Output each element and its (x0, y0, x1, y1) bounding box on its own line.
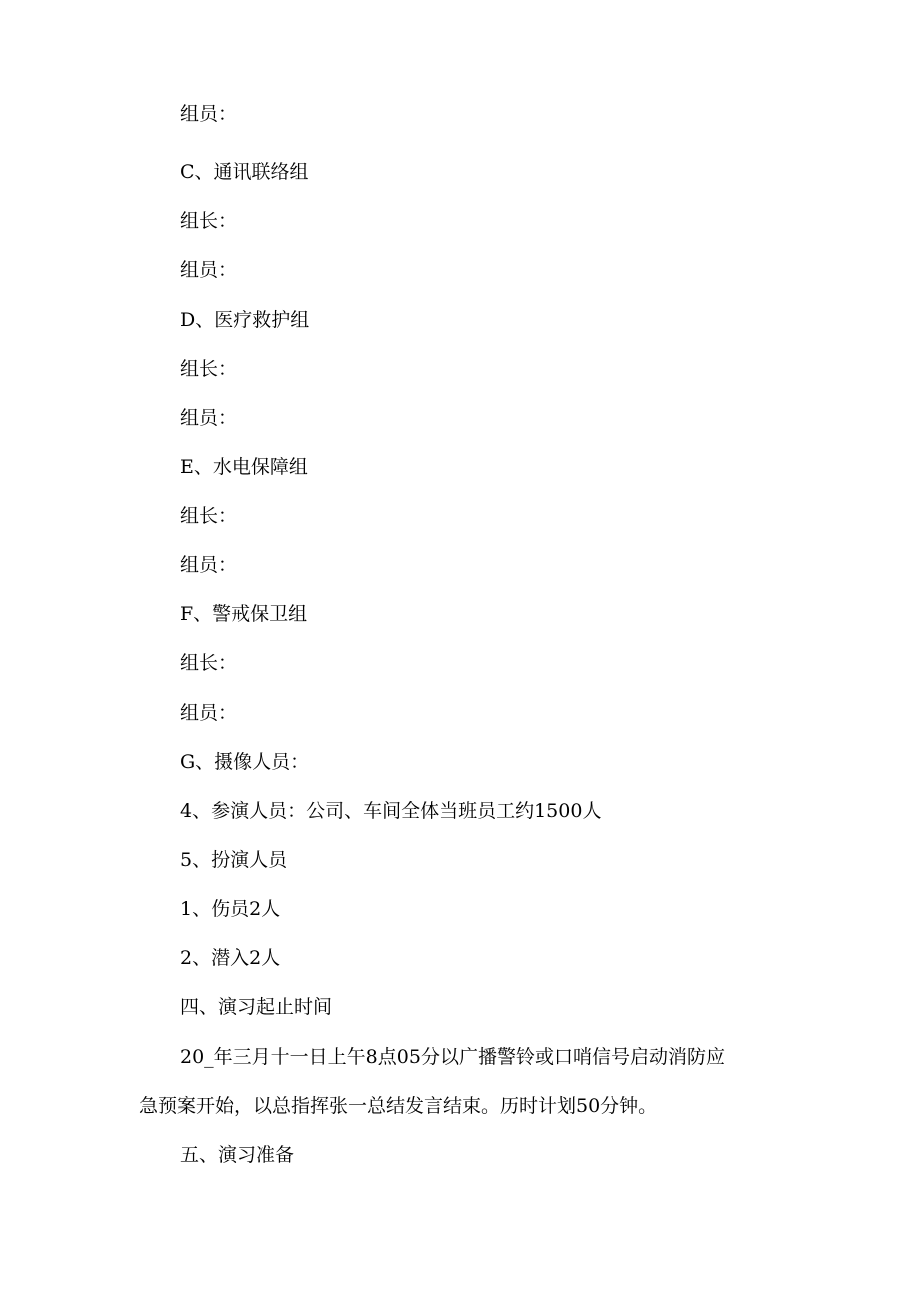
group-c-members: 组员： (180, 259, 238, 281)
schedule-paragraph-line-2: 急预案开始，以总指挥张一总结发言结束。历时计划50分钟。 (139, 1095, 658, 1117)
section-five-heading: 五、演习准备 (180, 1144, 295, 1166)
members-label-b: 组员： (180, 103, 238, 125)
actors-intruders: 2、潜入2人 (180, 947, 281, 969)
group-f-leader: 组长： (180, 652, 238, 674)
group-c-heading: C、通讯联络组 (180, 161, 309, 183)
group-g-camera-staff: G、摄像人员： (180, 751, 310, 773)
group-d-members: 组员： (180, 407, 238, 429)
group-f-members: 组员： (180, 702, 238, 724)
group-c-leader: 组长： (180, 210, 238, 232)
actors-heading: 5、扮演人员 (180, 849, 288, 871)
participants-line: 4、参演人员：公司、车间全体当班员工约1500人 (180, 800, 602, 822)
actors-injured: 1、伤员2人 (180, 898, 281, 920)
schedule-paragraph-line-1: 20_年三月十一日上午8点05分以广播警铃或口哨信号启动消防应 (180, 1046, 725, 1068)
group-d-heading: D、医疗救护组 (180, 309, 310, 331)
section-four-heading: 四、演习起止时间 (180, 996, 333, 1018)
group-d-leader: 组长： (180, 358, 238, 380)
group-e-leader: 组长： (180, 505, 238, 527)
group-f-heading: F、警戒保卫组 (180, 603, 308, 625)
group-e-members: 组员： (180, 554, 238, 576)
group-e-heading: E、水电保障组 (180, 456, 308, 478)
